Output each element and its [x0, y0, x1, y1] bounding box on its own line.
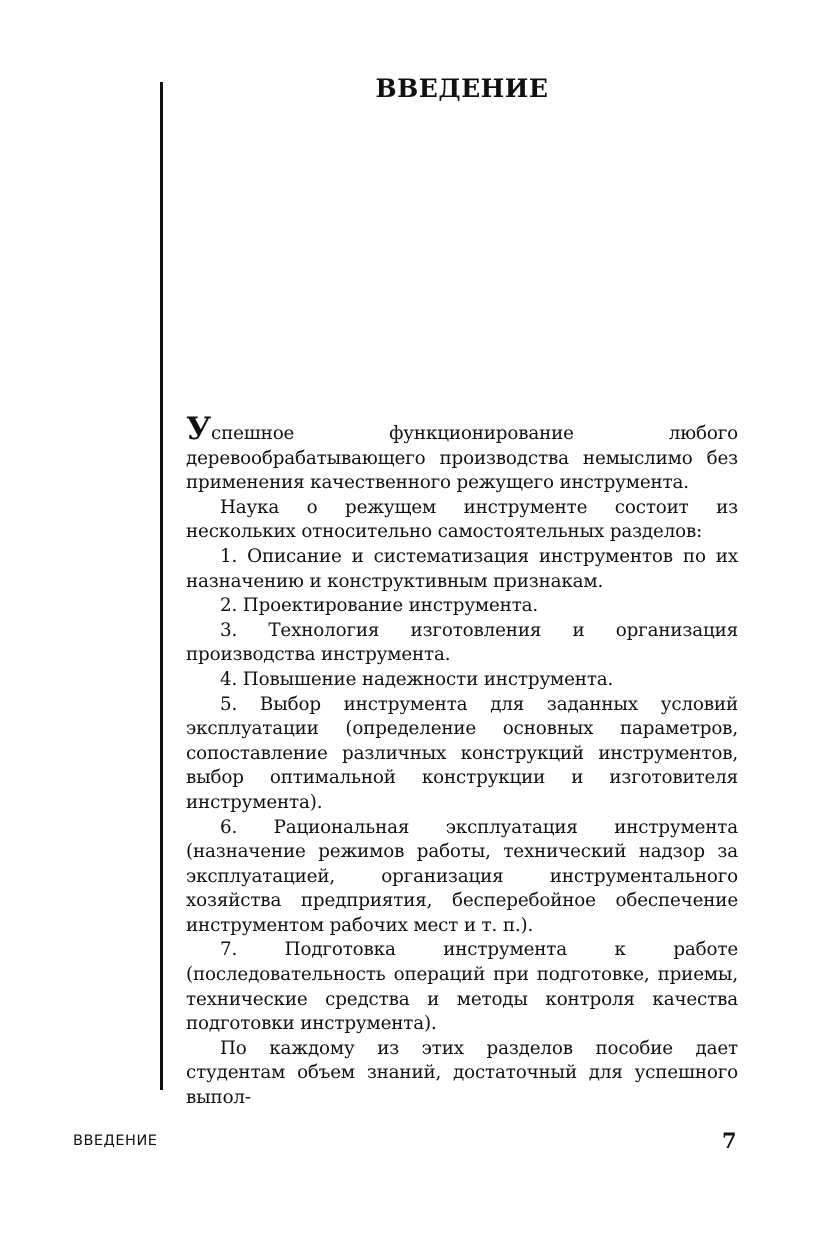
list-item-7: 7. Подготовка инструмента к работе (последовательность операций при подготовке, приемы, технические средства и методы контроля качества подготовки инструмента).: [186, 939, 738, 1035]
list-item-4: 4. Повышение надежности инструмента.: [220, 668, 614, 690]
running-footer-section: ВВЕДЕНИЕ: [73, 1133, 158, 1149]
list-item-1: 1. Описание и систематизация инструментов по их назначению и конструктивным признакам.: [186, 545, 738, 592]
margin-vertical-rule: [160, 82, 163, 1090]
paragraph-closing: По каждому из этих разделов пособие дает студентам объем знаний, достаточный для успешного выпол-: [186, 1037, 738, 1109]
list-item-3: 3. Технология изготовления и организация производства инструмента.: [186, 619, 738, 666]
paragraph-intro-text: спешное функционирование любого деревообрабатывающего производства немыслимо без применения качественного режущего инструмента.: [186, 423, 738, 494]
drop-cap: У: [186, 411, 212, 447]
page-number: 7: [722, 1128, 737, 1153]
paragraph-intro: [186, 411, 738, 496]
list-item-6: 6. Рациональная эксплуатация инструмента (назначение режимов работы, технический надзор за эксплуатацией, организация инструментального хозяйства предприятия, бесперебойное обеспечение инструментом рабочих мест и т. п.).: [186, 816, 738, 936]
body-text: [186, 411, 738, 1111]
chapter-title: ВВЕДЕНИЕ: [375, 74, 549, 103]
list-item-5: 5. Выбор инструмента для заданных условий эксплуатации (определение основных параметров, сопоставление различных конструкций инструментов, выбор оптимальной конструкции и изготовителя инструмента).: [186, 693, 738, 813]
list-item-2: 2. Проектирование инструмента.: [220, 595, 539, 617]
paragraph-sections-intro: Наука о режущем инструменте состоит из нескольких относительно самостоятельных разделов:: [186, 496, 738, 543]
